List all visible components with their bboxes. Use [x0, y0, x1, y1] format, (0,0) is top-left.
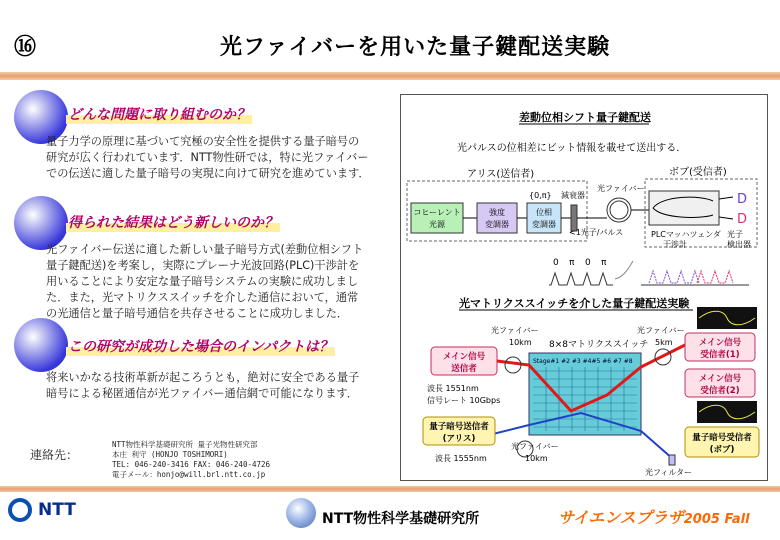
detector-signal-2 — [697, 271, 733, 283]
detector-label-2: 検出器 — [727, 240, 751, 249]
attenuator-label: 減衰器 — [561, 191, 585, 200]
contact-line: TEL: 046-240-3416 FAX: 046-240-4726 — [112, 460, 271, 469]
fiber-label: 光ファイバー — [597, 184, 645, 193]
intensity-label-2: 変調器 — [485, 220, 509, 229]
ntt-logo-icon — [8, 498, 32, 522]
section-body-impact — [46, 370, 391, 402]
bottom-diagram-title: 光マトリクススイッチを介した量子鍵配送実験 — [459, 297, 690, 310]
text-line: 用いることにより安定な量子暗号システムの実験に成功しまし — [46, 275, 359, 288]
fiber-spool-icon — [610, 201, 628, 219]
detector-d-2: D — [737, 212, 748, 227]
plc-interferometer-box — [649, 191, 719, 225]
text-line: た．また，光マトリクススイッチを介した通信において，通常 — [46, 291, 359, 304]
event-name — [558, 505, 750, 528]
text-line: 量子鍵配送)を考案し，実際にプレーナ光波回路(PLC)干渉計を — [46, 259, 360, 272]
text-line: 光ファイバー伝送に適した新しい量子暗号方式(差動位相シフト — [46, 243, 364, 256]
intensity-label-1: 強度 — [489, 208, 505, 217]
contact-line: 本庄 利守 (HONJO TOSHIMORI) — [112, 450, 228, 459]
section-heading-problem: どんな問題に取り組むのか？ — [66, 104, 252, 124]
globe-icon — [286, 498, 316, 528]
link — [719, 217, 733, 219]
fiber-bottom-label: 光ファイバー — [511, 442, 559, 451]
contact-line: 電子メール：honjo@will.brl.ntt.co.jp — [112, 470, 266, 479]
link — [719, 197, 733, 199]
fiber-left-label: 光ファイバー — [491, 326, 539, 335]
filter-label: 光フィルター — [645, 468, 693, 477]
phase-set-label: {0,π} — [529, 191, 552, 200]
q-rx-label-1: 量子暗号受信者 — [692, 433, 752, 443]
section-heading-impact: この研究が成功した場合のインパクトは？ — [66, 336, 335, 356]
main-tx-label-1: メイン信号 — [442, 352, 486, 362]
bullet-sphere-icon — [14, 318, 68, 372]
text-line: 暗号による秘匿通信が光ファイバー通信網で可能になります． — [46, 387, 358, 400]
diagram-panel — [400, 94, 768, 481]
phase-label-2: 変調器 — [532, 220, 556, 229]
phase-0: 0 — [553, 258, 559, 268]
section-heading-result: 得られた結果はどう新しいのか？ — [66, 212, 280, 232]
section-body-result — [46, 242, 391, 322]
wavelength-main: 波長 1551nm — [427, 384, 479, 393]
contact-label: 連絡先： — [30, 448, 79, 462]
alice-label: アリス(送信者) — [467, 169, 535, 180]
optical-filter-icon — [669, 455, 675, 465]
bob-label: ボブ(受信者) — [669, 167, 727, 178]
len-bottom: 10km — [525, 454, 548, 463]
wavelength-q: 波長 1555nm — [435, 454, 487, 463]
text-line: 量子力学の原理に基づいて究極の安全性を提供する量子暗号の — [46, 135, 360, 148]
detector-label-1: 光子 — [727, 230, 743, 239]
phase-0: 0 — [585, 258, 591, 268]
q-tx-label-1: 量子暗号送信者 — [429, 422, 489, 432]
q-tx-label-2: (アリス) — [442, 434, 476, 444]
footer-divider — [0, 486, 780, 492]
contact-line: NTT物性科学基礎研究所 量子光物性研究部 — [112, 440, 258, 449]
section-body-problem — [46, 134, 391, 182]
phase-label-1: 位相 — [536, 208, 552, 217]
source-label-1: コヒーレント — [413, 208, 461, 217]
header-divider — [0, 72, 780, 80]
top-diagram-title: 差動位相シフト量子鍵配送 — [519, 111, 651, 124]
event-year: 2005 Fall — [683, 512, 750, 527]
plc-label-2: 干渉計 — [663, 240, 687, 249]
fiber-spool-icon — [607, 198, 631, 222]
text-line: の光通信と量子暗号通信を共存させることに成功しました． — [46, 307, 349, 320]
rate-label: 信号レート 10Gbps — [427, 396, 501, 405]
diagram-svg — [401, 95, 767, 480]
len-right: 5km — [655, 338, 673, 347]
detector-signal-1 — [649, 271, 699, 283]
text-line: 将来いかなる技術革新が起ころうとも，絶対に安全である量子 — [46, 371, 360, 384]
phase-pi: π — [601, 258, 607, 268]
text-line: での伝送に適した量子暗号の実現に向けて研究を進めています． — [46, 167, 370, 180]
fiber-right-label: 光ファイバー — [637, 326, 685, 335]
main-tx-label-2: 送信者 — [451, 364, 477, 374]
q-rx-label-2: (ボブ) — [709, 445, 735, 455]
phase-pi: π — [569, 258, 575, 268]
switch-label: 8×8マトリクススイッチ — [549, 340, 649, 350]
rx2-label-2: 受信者(2) — [700, 386, 740, 396]
slide-number: ⑯ — [14, 35, 37, 60]
pulse-train — [549, 273, 613, 285]
event-main: サイエンスプラザ — [558, 508, 684, 527]
contact-info — [112, 440, 270, 480]
text-line: 研究が広く行われています．NTT物性研では，特に光ファイバー — [46, 151, 369, 164]
len-left: 10km — [509, 338, 532, 347]
plc-label-1: PLCマッハツェンダ — [651, 230, 721, 239]
rx1-label-2: 受信者(1) — [700, 350, 740, 360]
rx2-label-1: メイン信号 — [698, 374, 742, 384]
rx1-label-1: メイン信号 — [698, 338, 742, 348]
top-diagram-subtitle: 光パルスの位相差にビット情報を載せて送出する． — [457, 143, 687, 154]
ntt-logo — [12, 500, 76, 520]
page-title: 光ファイバーを用いた量子鍵配送実験 — [220, 35, 611, 60]
footer-org: NTT物性科学基礎研究所 — [322, 511, 480, 527]
arrow — [615, 261, 633, 279]
source-label-2: 光源 — [429, 220, 445, 229]
detector-d-1: D — [737, 192, 748, 207]
photon-note: <1光子/パルス — [569, 228, 624, 237]
ntt-logo-text: NTT — [38, 500, 76, 520]
stage-label: Stage#1 #2 #3 #4#5 #6 #7 #8 — [533, 358, 633, 365]
